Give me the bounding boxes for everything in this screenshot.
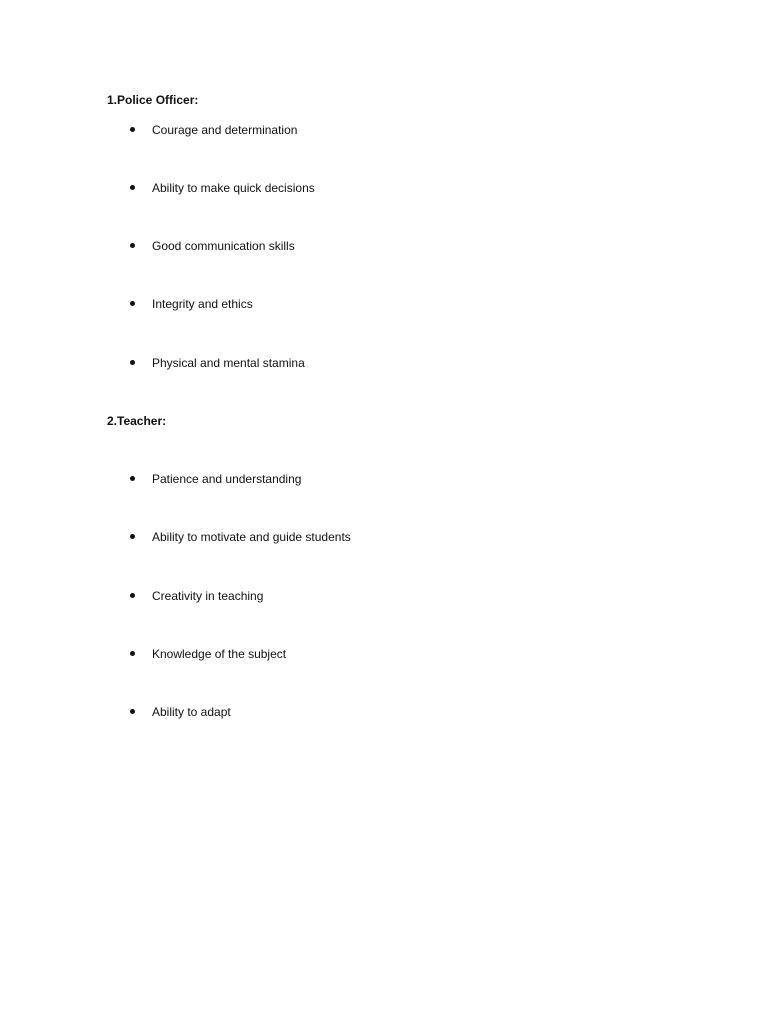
section-heading-teacher: 2.Teacher:	[107, 414, 167, 428]
bullet-icon	[130, 651, 135, 656]
section-heading-police-officer: 1.Police Officer:	[107, 93, 199, 107]
bullet-icon	[130, 185, 135, 190]
list-item-text: Courage and determination	[152, 123, 298, 137]
bullet-icon	[130, 243, 135, 248]
list-item-text: Physical and mental stamina	[152, 356, 305, 370]
list-item-text: Ability to adapt	[152, 705, 231, 719]
list-item-text: Ability to motivate and guide students	[152, 530, 351, 544]
list-item-text: Knowledge of the subject	[152, 647, 287, 661]
list-item-text: Integrity and ethics	[152, 297, 253, 311]
list-item-text: Ability to make quick decisions	[152, 181, 315, 195]
bullet-icon	[130, 593, 135, 598]
bullet-icon	[130, 476, 135, 481]
list-item-text: Good communication skills	[152, 239, 295, 253]
list-item-text: Patience and understanding	[152, 472, 302, 486]
bullet-icon	[130, 709, 135, 714]
bullet-icon	[130, 301, 135, 306]
bullet-icon	[130, 534, 135, 539]
list-item-text: Creativity in teaching	[152, 589, 264, 603]
bullet-icon	[130, 360, 135, 365]
bullet-icon	[130, 127, 135, 132]
